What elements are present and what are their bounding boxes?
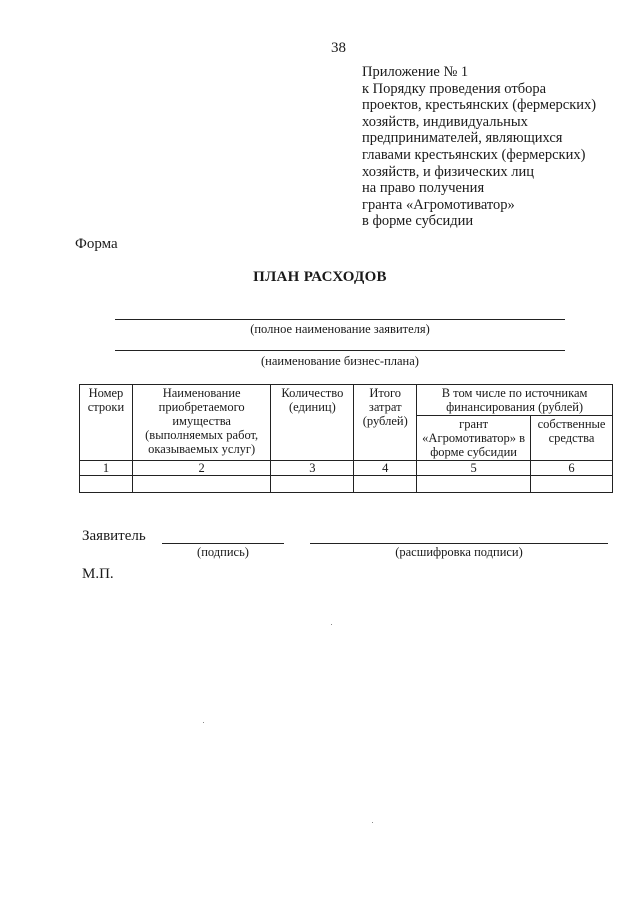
appendix-line: гранта «Агромотиватор» [362,196,515,213]
scan-speck [203,722,204,723]
signature-decoding-caption: (расшифровка подписи) [395,545,523,559]
page-number: 38 [331,40,346,56]
appendix-line: к Порядку проведения отбора [362,80,547,97]
scan-speck [331,624,332,625]
header-total-cost: Итого затрат (рублей) [354,385,417,461]
header-own-funds: собственные средства [531,416,613,461]
expense-plan-table [79,384,613,493]
business-plan-caption: (наименование бизнес-плана) [261,354,419,368]
seal-label: М.П. [82,566,114,582]
empty-cell[interactable] [417,476,531,493]
appendix-block [362,64,596,230]
scan-speck [372,822,373,823]
appendix-line: хозяйств, индивидуальных [362,113,528,130]
appendix-line: хозяйств, и физических лиц [362,163,534,180]
empty-cell[interactable] [354,476,417,493]
column-number: 3 [271,461,354,476]
signature-line[interactable] [162,543,284,544]
appendix-line: проектов, крестьянских (фермерских) [362,97,597,114]
applicant-name-caption: (полное наименование заявителя) [250,322,430,336]
appendix-line: предпринимателей, являющихся [362,130,563,147]
column-number: 1 [80,461,133,476]
column-number: 4 [354,461,417,476]
column-number: 5 [417,461,531,476]
empty-cell[interactable] [271,476,354,493]
header-quantity: Количество (единиц) [271,385,354,461]
header-item-name: Наименование приобретаемого имущества (выполняемых работ, оказываемых услуг) [132,385,271,461]
signature-decoding-line[interactable] [310,543,608,544]
appendix-line: главами крестьянских (фермерских) [362,146,586,163]
appendix-line: на право получения [362,180,485,197]
empty-cell[interactable] [132,476,271,493]
empty-cell[interactable] [531,476,613,493]
appendix-line: в форме субсидии [362,213,474,230]
business-plan-line[interactable] [115,350,565,351]
table-header-row [80,385,613,416]
applicant-name-line[interactable] [115,319,565,320]
header-grant: грант «Агромотиватор» в форме субсидии [417,416,531,461]
form-label: Форма [75,236,118,252]
document-title: ПЛАН РАСХОДОВ [253,269,387,285]
table-row [80,476,613,493]
column-number: 2 [132,461,271,476]
column-number: 6 [531,461,613,476]
column-numbers-row [80,461,613,476]
header-funding-sources: В том числе по источникам финансирования (рублей) [417,385,613,416]
signature-caption: (подпись) [197,545,249,559]
empty-cell[interactable] [80,476,133,493]
header-row-number: Номер строки [80,385,133,461]
applicant-label: Заявитель [82,528,146,544]
appendix-line: Приложение № 1 [362,64,469,80]
